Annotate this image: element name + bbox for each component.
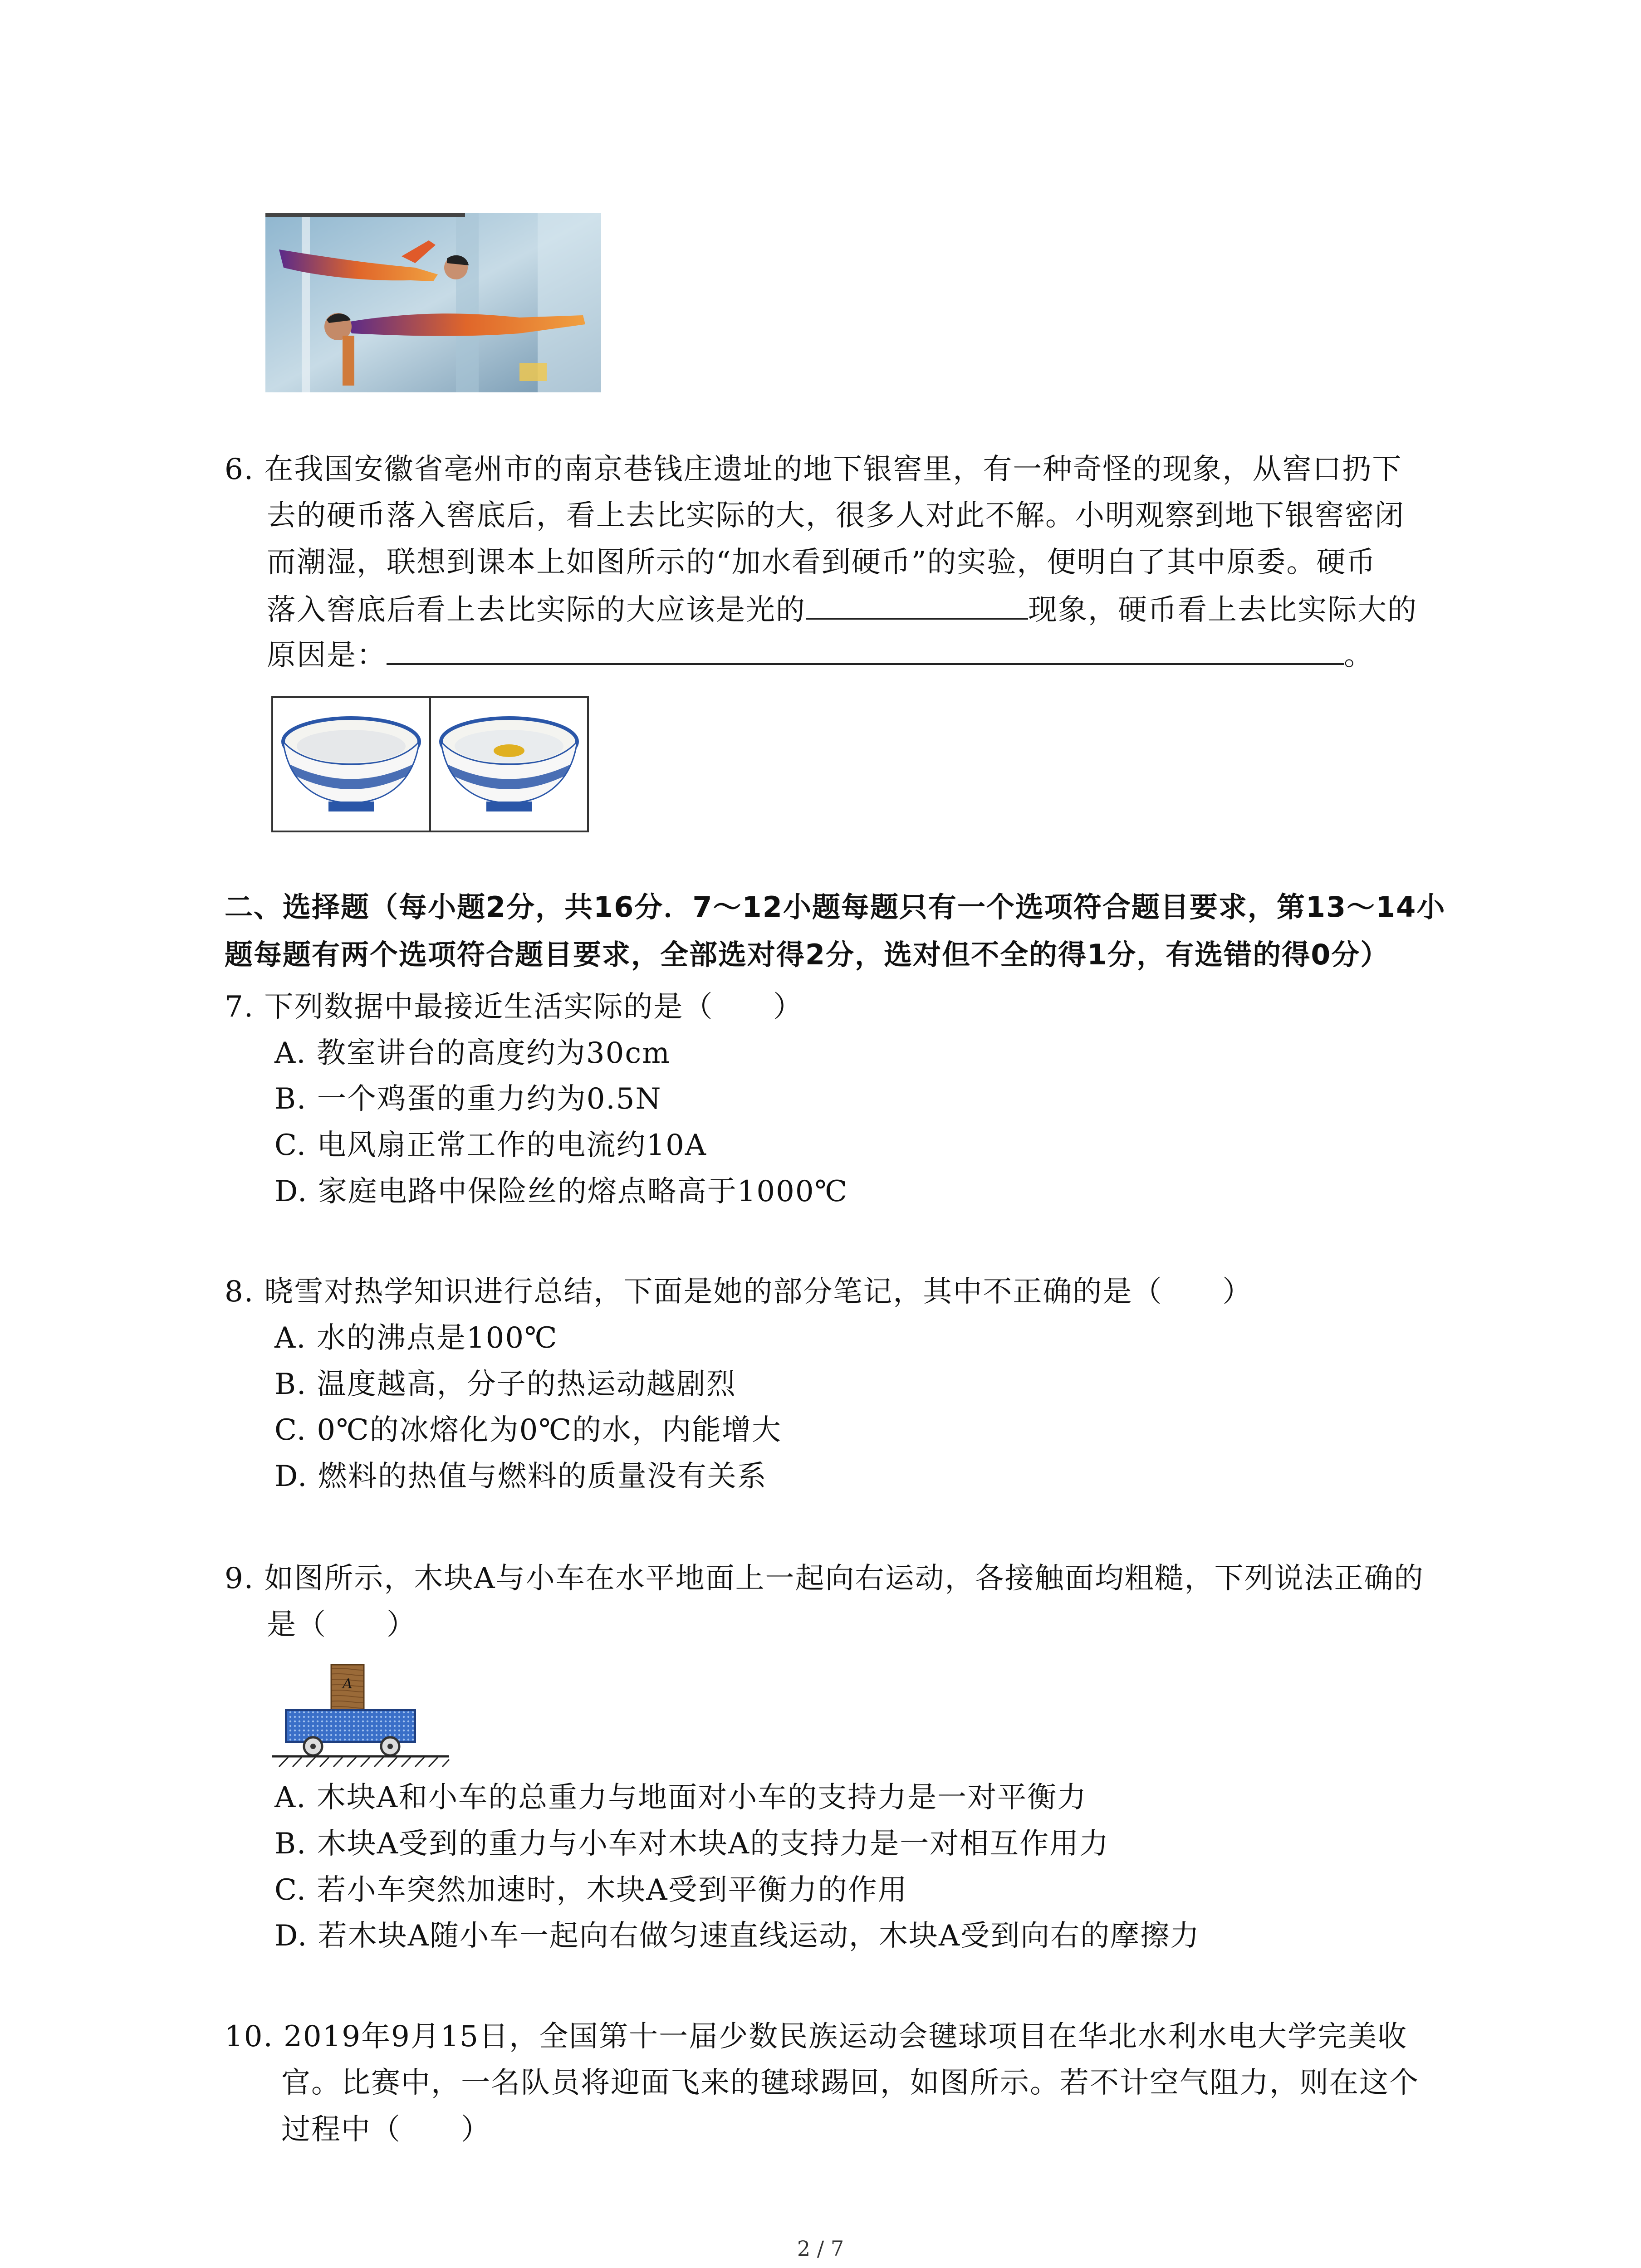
q6-line-5 <box>267 635 1374 676</box>
q6-line-5-text: 原因是： <box>267 639 387 672</box>
q6-line-4 <box>267 590 1417 631</box>
q7-option-d[interactable]: D. 家庭电路中保险丝的熔点略高于1000℃ <box>274 1175 848 1208</box>
q9-stem-line-2: 是（ ） <box>267 1608 416 1642</box>
ground-hatch <box>279 1757 449 1767</box>
q8-option-c[interactable]: C. 0℃的冰熔化为0℃的水，内能增大 <box>274 1413 782 1447</box>
page-number: 2 / 7 <box>797 2236 844 2261</box>
cart-illustration <box>270 1656 451 1774</box>
q10-line-3: 过程中（ ） <box>281 2113 491 2146</box>
section-2-heading-line-2: 题每题有两个选项符合题目要求，全部选对得2分，选对但不全的得1分，有选错的得0分） <box>225 938 1390 971</box>
q6-line-4-text: 落入窖底后看上去比实际的大应该是光的 <box>267 593 806 627</box>
cart-body <box>286 1710 415 1742</box>
q9-option-b[interactable]: B. 木块A受到的重力与小车对木块A的支持力是一对相互作用力 <box>274 1827 1110 1861</box>
q8-option-b[interactable]: B. 温度越高，分子的热运动越剧烈 <box>274 1368 736 1401</box>
q6-blank-reason[interactable] <box>387 636 1344 665</box>
bowls-figure <box>271 696 589 832</box>
q7-option-a[interactable]: A. 教室讲台的高度约为30cm <box>274 1036 671 1070</box>
q6-line-1: 6. 在我国安徽省亳州市的南京巷钱庄遗址的地下银窖里，有一种奇怪的现象，从窖口扔下 <box>225 453 1402 486</box>
q10-line-2: 官。比赛中，一名队员将迎面飞来的毽球踢回，如图所示。若不计空气阻力，则在这个 <box>281 2066 1419 2100</box>
acrobat-photo <box>265 213 601 392</box>
q9-option-a[interactable]: A. 木块A和小车的总重力与地面对小车的支持力是一对平衡力 <box>274 1781 1087 1814</box>
cart-figure <box>270 1656 451 1774</box>
section-2-heading-line-1: 二、选择题（每小题2分，共16分．7～12小题每题只有一个选项符合题目要求，第13～14小 <box>225 890 1446 924</box>
q10-line-1: 10. 2019年9月15日，全国第十一届少数民族运动会毽球项目在华北水利水电大学完美收 <box>225 2020 1408 2053</box>
q6-line-5-end: 。 <box>1344 639 1374 672</box>
q6-blank-phenomenon[interactable] <box>806 591 1028 620</box>
q8-option-a[interactable]: A. 水的沸点是100℃ <box>274 1321 558 1355</box>
q6-line-4-text-b: 现象，硬币看上去比实际大的 <box>1028 593 1417 627</box>
q8-option-d[interactable]: D. 燃料的热值与燃料的质量没有关系 <box>274 1460 767 1493</box>
q7-option-c[interactable]: C. 电风扇正常工作的电流约10A <box>274 1129 707 1162</box>
q8-stem: 8. 晓雪对热学知识进行总结，下面是她的部分笔记，其中不正确的是（ ） <box>225 1275 1253 1309</box>
q9-stem-line-1: 9. 如图所示，木块A与小车在水平地面上一起向右运动，各接触面均粗糙，下列说法正确的 <box>225 1562 1424 1595</box>
coin-icon <box>494 744 524 757</box>
q9-option-d[interactable]: D. 若木块A随小车一起向右做匀速直线运动，木块A受到向右的摩擦力 <box>274 1919 1200 1953</box>
q6-line-2: 去的硬币落入窖底后，看上去比实际的大，很多人对此不解。小明观察到地下银窖密闭 <box>267 499 1405 533</box>
acrobat-illustration <box>265 213 601 392</box>
block-label: A <box>343 1676 353 1692</box>
q9-option-c[interactable]: C. 若小车突然加速时，木块A受到平衡力的作用 <box>274 1873 908 1907</box>
q7-option-b[interactable]: B. 一个鸡蛋的重力约为0.5N <box>274 1082 662 1116</box>
q6-line-3: 而潮湿，联想到课本上如图所示的“加水看到硬币”的实验，便明白了其中原委。硬币 <box>267 546 1376 579</box>
q7-stem: 7. 下列数据中最接近生活实际的是（ ） <box>225 990 803 1024</box>
bowls-illustration <box>271 696 589 832</box>
